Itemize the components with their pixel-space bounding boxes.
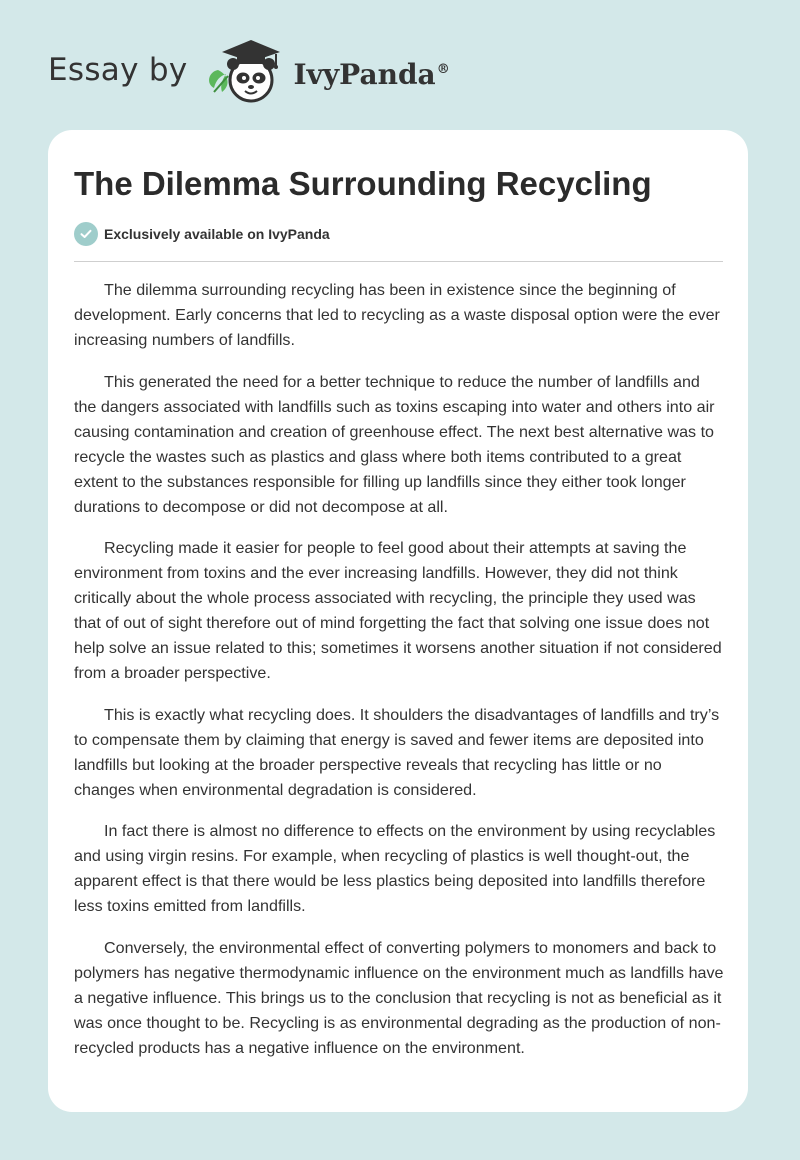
exclusive-badge — [74, 222, 330, 246]
paragraph: In fact there is almost no difference to effects on the environment by using recyclables and using virgin resins. For example, when recycling of plastics is well thought-out, the apparent effect is that there would be less plastics being deposited into landfills therefore less toxins emitted from landfills. — [74, 822, 716, 915]
brand-name: IvyPanda® — [293, 57, 450, 91]
divider — [74, 261, 723, 262]
paragraph: This is exactly what recycling does. It shoulders the disadvantages of landfills and try’s to compensate them by claiming that energy is saved and fewer items are deposited into landfills but looking at the broader perspective reveals that recycling has little or no changes when environmental degradation is considered. — [74, 705, 720, 799]
essay-card — [48, 130, 748, 1112]
paragraph: This generated the need for a better technique to reduce the number of landfills and the dangers associated with landfills such as toxins escaping into water and others into air causing contamination and creation of greenhouse effect. The next best alternative was to recycle the wastes such as plastics and glass where both items contributed to a great extent to the substances responsible for filling up landfills since they either took longer durations to decompose or did not decompose at all. — [74, 372, 715, 516]
check-icon — [74, 222, 98, 246]
exclusive-badge-label: Exclusively available on IvyPanda — [104, 226, 330, 242]
site-header — [48, 36, 450, 108]
paragraph: Recycling made it easier for people to feel good about their attempts at saving the environment from toxins and the ever increasing landfills. However, they did not think critically about the whole process associated with recycling, the principle they used was that of out of sight therefore out of mind forgetting the fact that solving one issue does not help solve an issue related to this; sometimes it worsens another situation if not considered from a broader perspective. — [74, 539, 722, 682]
essay-body — [74, 278, 724, 1077]
essay-title: The Dilemma Surrounding Recycling — [74, 165, 652, 202]
paragraph: Conversely, the environmental effect of converting polymers to monomers and back to polymers has negative thermodynamic influence on the environment much as landfills have a negative influence. This brings us to the conclusion that recycling is not as beneficial as it was once thought to be. Recycling is as environmental degrading as the production of non-recycled products has a negative influence on the environment. — [74, 938, 724, 1057]
panda-logo-icon[interactable] — [204, 36, 288, 108]
paragraph: The dilemma surrounding recycling has been in existence since the beginning of development. Early concerns that led to recycling as a waste disposal option were the ever increasing numbers of landfills. — [74, 281, 720, 349]
essay-by-label: Essay by — [48, 52, 188, 88]
leaf-icon — [209, 70, 228, 92]
